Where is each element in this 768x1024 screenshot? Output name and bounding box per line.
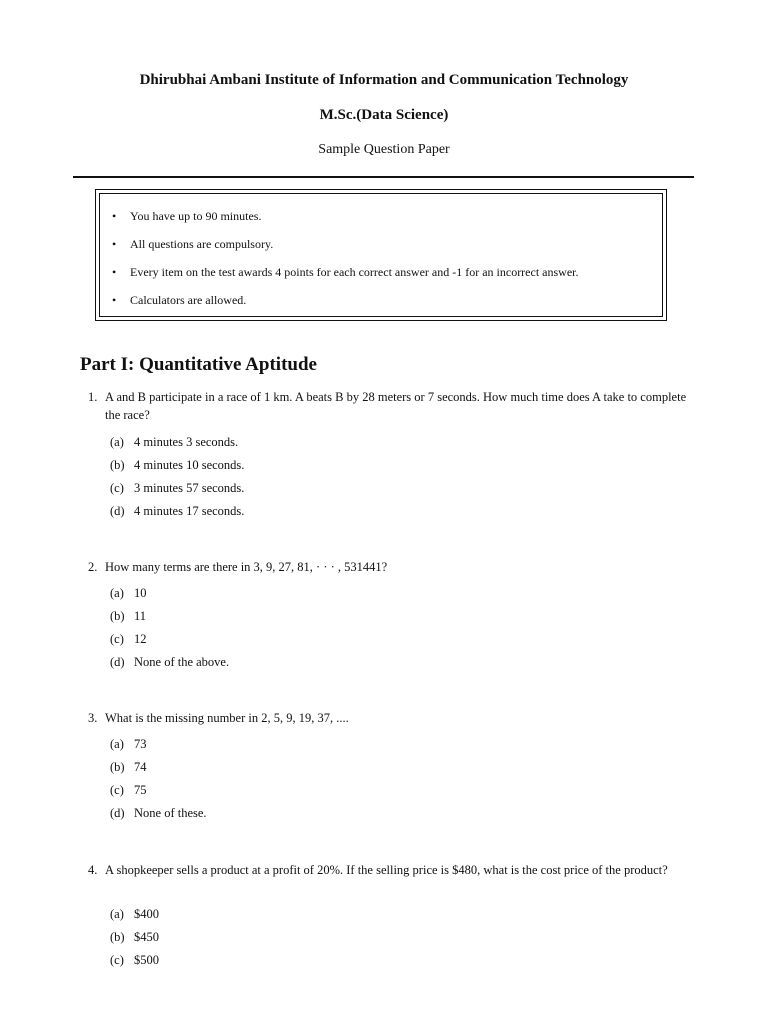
option: (a) $400	[110, 907, 159, 921]
bullet-icon: •	[112, 237, 117, 251]
paper-subtitle: Sample Question Paper	[318, 142, 450, 157]
question-4	[88, 861, 698, 879]
option: (a) 10	[110, 586, 147, 600]
question-number: 4.	[88, 863, 98, 877]
bullet-icon: •	[112, 265, 117, 279]
question-3	[88, 709, 698, 727]
option: (c) $500	[110, 953, 159, 967]
question-number: 3.	[88, 711, 98, 725]
institute-title: Dhirubhai Ambani Institute of Information and Communication Technology	[139, 72, 629, 88]
instructions-box	[95, 189, 667, 321]
option: (c) 12	[110, 632, 147, 646]
instruction-item: • Every item on the test awards 4 points for each correct answer and -1 for an incorrect answer.	[112, 265, 579, 279]
option: (c) 75	[110, 783, 147, 797]
option: (d) None of these.	[110, 806, 207, 820]
question-2	[88, 558, 698, 576]
program-title: M.Sc.(Data Science)	[319, 107, 449, 123]
question-1	[88, 388, 698, 424]
option: (b) 4 minutes 10 seconds.	[110, 458, 245, 472]
option: (a) 4 minutes 3 seconds.	[110, 435, 239, 449]
question-text: A and B participate in a race of 1 km. A beats B by 28 meters or 7 seconds. How much time does A take to complete the race?	[105, 390, 687, 422]
option: (b) 11	[110, 609, 147, 623]
option: (b) 74	[110, 760, 147, 774]
option: (c) 3 minutes 57 seconds.	[110, 481, 245, 495]
instruction-item: • Calculators are allowed.	[112, 293, 247, 307]
question-text: A shopkeeper sells a product at a profit of 20%. If the selling price is $480, what is the cost price of the product?	[105, 863, 668, 877]
bullet-icon: •	[112, 293, 117, 307]
option: (a) 73	[110, 737, 147, 751]
option: (d) 4 minutes 17 seconds.	[110, 504, 245, 518]
part-heading: Part I: Quantitative Aptitude	[80, 354, 317, 375]
bullet-icon: •	[112, 209, 117, 223]
instruction-item: • You have up to 90 minutes.	[112, 209, 262, 223]
question-number: 2.	[88, 560, 98, 574]
option: (b) $450	[110, 930, 159, 944]
instruction-item: • All questions are compulsory.	[112, 237, 274, 251]
option: (d) None of the above.	[110, 655, 230, 669]
question-text: How many terms are there in 3, 9, 27, 81, · · · , 531441?	[105, 560, 388, 574]
header-rule	[73, 176, 694, 178]
question-text: What is the missing number in 2, 5, 9, 19, 37, ....	[105, 711, 349, 725]
question-number: 1.	[88, 390, 98, 404]
